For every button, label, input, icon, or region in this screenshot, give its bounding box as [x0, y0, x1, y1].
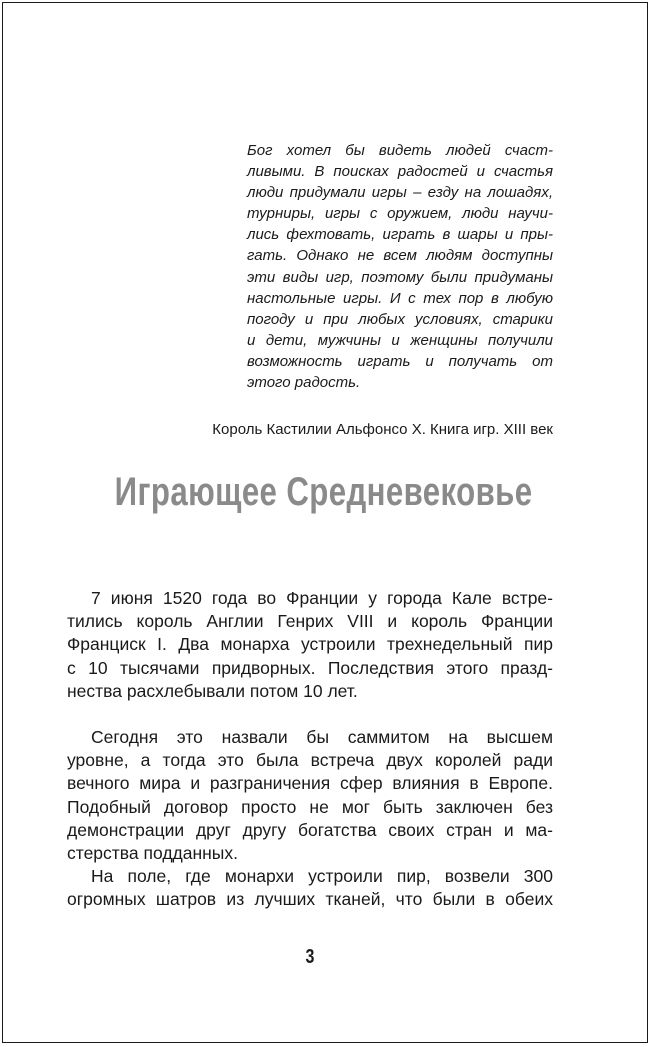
page-number: 3 — [305, 946, 315, 968]
epigraph-line: люди придумали игры – езду на лошадях, — [247, 184, 553, 202]
paragraph-line: стерства подданных. — [67, 843, 238, 864]
paragraph-line: огромных шатров из лучших тканей, что были в обеих — [67, 889, 553, 910]
paragraph-line: уровне, а тогда это была встреча двух королей ради — [67, 750, 553, 771]
epigraph-attribution: Король Кастилии Альфонсо X. Книга игр. XIII век — [212, 421, 553, 438]
paragraph-line: с 10 тысячами придворных. Последствия этого празд- — [67, 657, 553, 678]
epigraph-line: возможность играть и получать от — [247, 352, 553, 370]
paragraph-line: Сегодня это назвали бы саммитом на высшем — [91, 727, 553, 748]
paragraph-line: Франциск I. Два монарха устроили трехнедельный пир — [67, 634, 553, 655]
paragraph-line: Подобный договор просто не мог быть заключен без — [67, 796, 553, 817]
paragraph-line: вечного мира и разграничения сфер влияния в Европе. — [67, 773, 553, 794]
epigraph — [247, 140, 553, 393]
paragraph-gap — [67, 703, 553, 726]
epigraph-line: погоду и при любых условиях, старики — [247, 310, 553, 328]
body-text — [67, 587, 553, 912]
epigraph-line: ливыми. В поисках радостей и счастья — [247, 163, 553, 181]
epigraph-line: эти виды игр, поэтому были придуманы — [247, 268, 553, 286]
paragraph-line: На поле, где монархи устроили пир, возвели 300 — [91, 866, 553, 887]
epigraph-line: турниры, игры с оружием, люди научи- — [247, 205, 553, 223]
epigraph-line: лись фехтовать, играть в шары и пры- — [247, 226, 553, 244]
chapter-title: Играющее Средневековье — [114, 470, 533, 514]
epigraph-line: Бог хотел бы видеть людей счаст- — [247, 142, 553, 159]
paragraph-line: 7 июня 1520 года во Франции у города Кале встре- — [91, 588, 553, 608]
epigraph-line: гать. Однако не всем людям доступны — [247, 247, 553, 265]
paragraph-line: тились король Англии Генрих VIII и король Франции — [67, 611, 553, 632]
epigraph-line: этого радость. — [247, 374, 361, 392]
epigraph-line: настольные игры. И с тех пор в любую — [247, 289, 553, 307]
paragraph-line: нества расхлебывали потом 10 лет. — [67, 680, 358, 701]
epigraph-line: и дети, мужчины и женщины получили — [247, 331, 553, 349]
paragraph-line: демонстрации друг другу богатства своих стран и ма- — [67, 819, 553, 840]
